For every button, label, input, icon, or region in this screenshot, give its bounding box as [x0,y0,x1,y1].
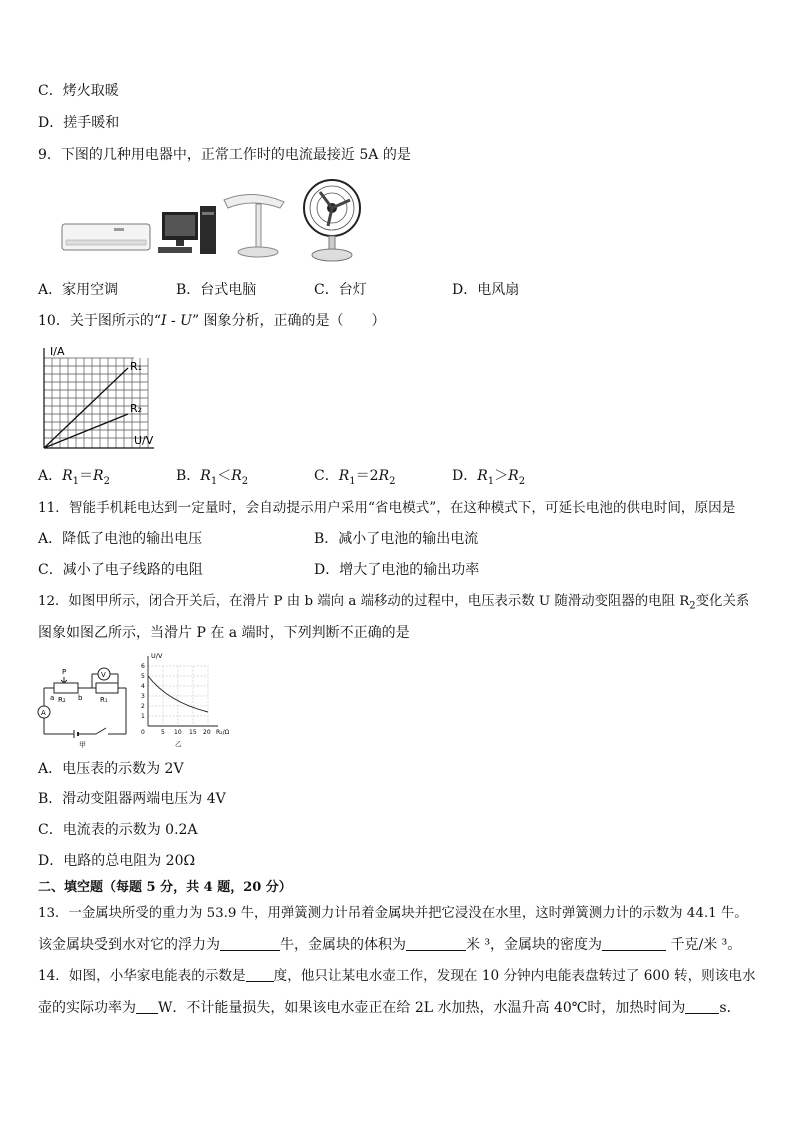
q10-stem: 10．关于图所示的“I - U” 图象分析，正确的是（ ） [38,313,386,329]
line-r1 [44,368,128,448]
q12-option-a: A．电压表的示数为 2V [38,761,184,777]
y-tick-1: 1 [141,713,145,720]
q14-stem-line1: 14．如图，小华家电能表的示数是 度，他只让某电水壶工作，发现在 10 分钟内电能表盘转过了 600 转，则该电水 [38,968,756,984]
q8-option-c: C．烤火取暖 [38,83,119,99]
q12-stem-line2: 图象如图乙所示，当滑片 P 在 a 端时，下列判断不正确的是 [38,625,410,641]
q11-option-d: D．增大了电池的输出功率 [314,562,480,578]
q11-option-c: C．减小了电子线路的电阻 [38,562,203,578]
desk-lamp-image [224,194,284,257]
r1-label: R₁ [130,360,143,373]
q10-option-c: C．$R_1=2R_2$ [314,468,396,487]
y-axis-label: I/A [50,345,65,358]
q14-stem-line2: 壶的实际功率为 W．不计能量损失，如果该电水壶正在给 2L 水加热，水温升高 40℃时，加热时间为 s． [38,1000,741,1016]
x-tick-10: 10 [174,729,182,736]
voltmeter-symbol: V [101,671,106,679]
q12-option-c: C．电流表的示数为 0.2A [38,822,198,838]
air-conditioner-image [62,224,150,250]
q13-stem-line1: 13．一金属块所受的重力为 53.9 牛，用弹簧测力计吊着金属块并把它浸没在水里，这时弹簧测力计的示数为 44.1 牛。 [38,906,748,921]
q9-option-c: C．台灯 [314,282,367,298]
ammeter-symbol: A [41,709,46,717]
x-tick-15: 15 [189,729,197,736]
q10-iu-graph [34,344,174,452]
q9-appliance-images [52,178,372,262]
x-axis-label: U/V [134,434,154,447]
x-tick-0: 0 [141,729,145,736]
q10-option-d: D．$R_1>R_2$ [452,468,526,487]
figure-a-caption: 甲 [79,741,86,748]
r1-label: R₁ [100,696,108,704]
y-tick-4: 4 [141,683,145,690]
q12-voltage-resistance-graph [138,650,238,748]
electric-fan-image [304,180,360,261]
q12-option-b: B．滑动变阻器两端电压为 4V [38,791,226,807]
q13-blank-density [602,936,666,951]
q14-blank-time [685,999,719,1014]
y-tick-6: 6 [141,663,145,670]
r2-label: R₂ [130,402,143,415]
q13-blank-buoyancy [220,936,280,951]
line-r2 [44,414,128,448]
end-b-label: b [78,694,83,702]
q9-stem: 9．下图的几种用电器中，正常工作时的电流最接近 5A 的是 [38,147,411,163]
q14-blank-reading [246,967,274,982]
desktop-computer-image [158,206,216,254]
slider-p-label: P [62,668,67,676]
q10-option-b: B．$R_1<R_2$ [176,468,249,487]
q10-option-a: A．$R_1=R_2$ [38,468,110,487]
x-tick-5: 5 [161,729,165,736]
y-tick-3: 3 [141,693,145,700]
q11-option-b: B．减小了电池的输出电流 [314,531,479,547]
end-a-label: a [50,694,55,702]
q12-circuit-diagram [34,660,134,748]
q8-option-d: D．搓手暖和 [38,115,120,131]
q9-option-b: B．台式电脑 [176,282,257,298]
x-axis-label: R₂/Ω [216,729,230,736]
y-tick-2: 2 [141,703,145,710]
r2-label: R₂ [58,696,66,704]
q11-option-a: A．降低了电池的输出电压 [38,531,203,547]
q14-blank-power [136,999,158,1014]
q12-option-d: D．电路的总电阻为 20Ω [38,853,196,869]
q11-stem: 11．智能手机耗电达到一定量时，会自动提示用户采用“省电模式”，在这种模式下，可延长电池的供电时间，原因是 [38,500,736,516]
q12-stem-line1: 12．如图甲所示，闭合开关后，在滑片 P 由 b 端向 a 端移动的过程中，电压表示数 U 随滑动变阻器的电阻 $R_2$变化关系 [38,594,750,612]
figure-b-caption: 乙 [175,740,182,748]
q13-stem-line2: 该金属块受到水对它的浮力为 牛，金属块的体积为 米 ³，金属块的密度为 千克/米 ³。 [38,937,742,953]
section-heading-fill-in: 二、填空题（每题 5 分，共 4 题，20 分） [38,880,292,895]
y-tick-5: 5 [141,673,145,680]
y-axis-label: U/V [151,652,163,660]
q13-blank-volume [406,936,466,951]
q9-option-a: A．家用空调 [38,282,119,298]
q9-option-d: D．电风扇 [452,282,520,298]
x-tick-20: 20 [203,729,211,736]
